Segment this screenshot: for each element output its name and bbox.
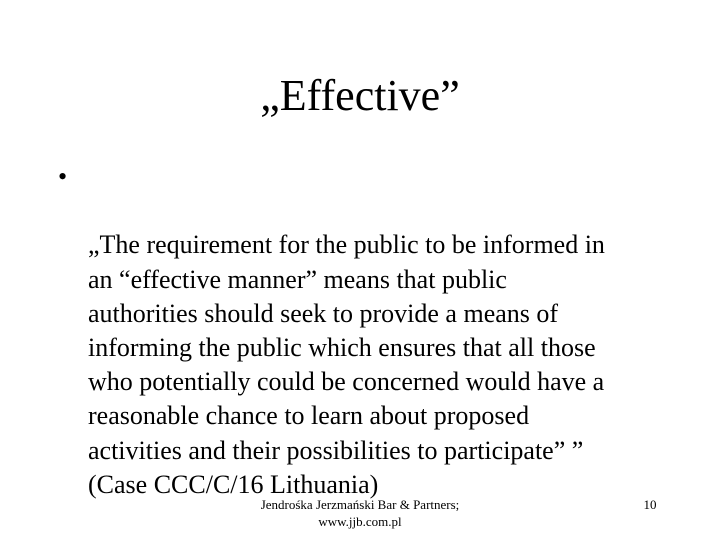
slide-title: „Effective” — [260, 71, 460, 120]
bullet-icon: • — [58, 162, 68, 191]
bullet-item — [58, 160, 678, 502]
bullet-text: „The requirement for the public to be informed in an “effective manner” means that public authorities should seek to provide a means of informing the public which ensures that all those who potentially could be concerned would have a reasonable chance to learn about proposed activities and their possibilities to participate” ” (Case CCC/C/16 Lithuania) — [88, 230, 605, 499]
page-number: 10 — [643, 497, 657, 512]
slide-footer: Jendrośka Jerzmański Bar & Partners; www.jjb.com.pl — [260, 497, 460, 529]
slide-body — [58, 160, 678, 502]
